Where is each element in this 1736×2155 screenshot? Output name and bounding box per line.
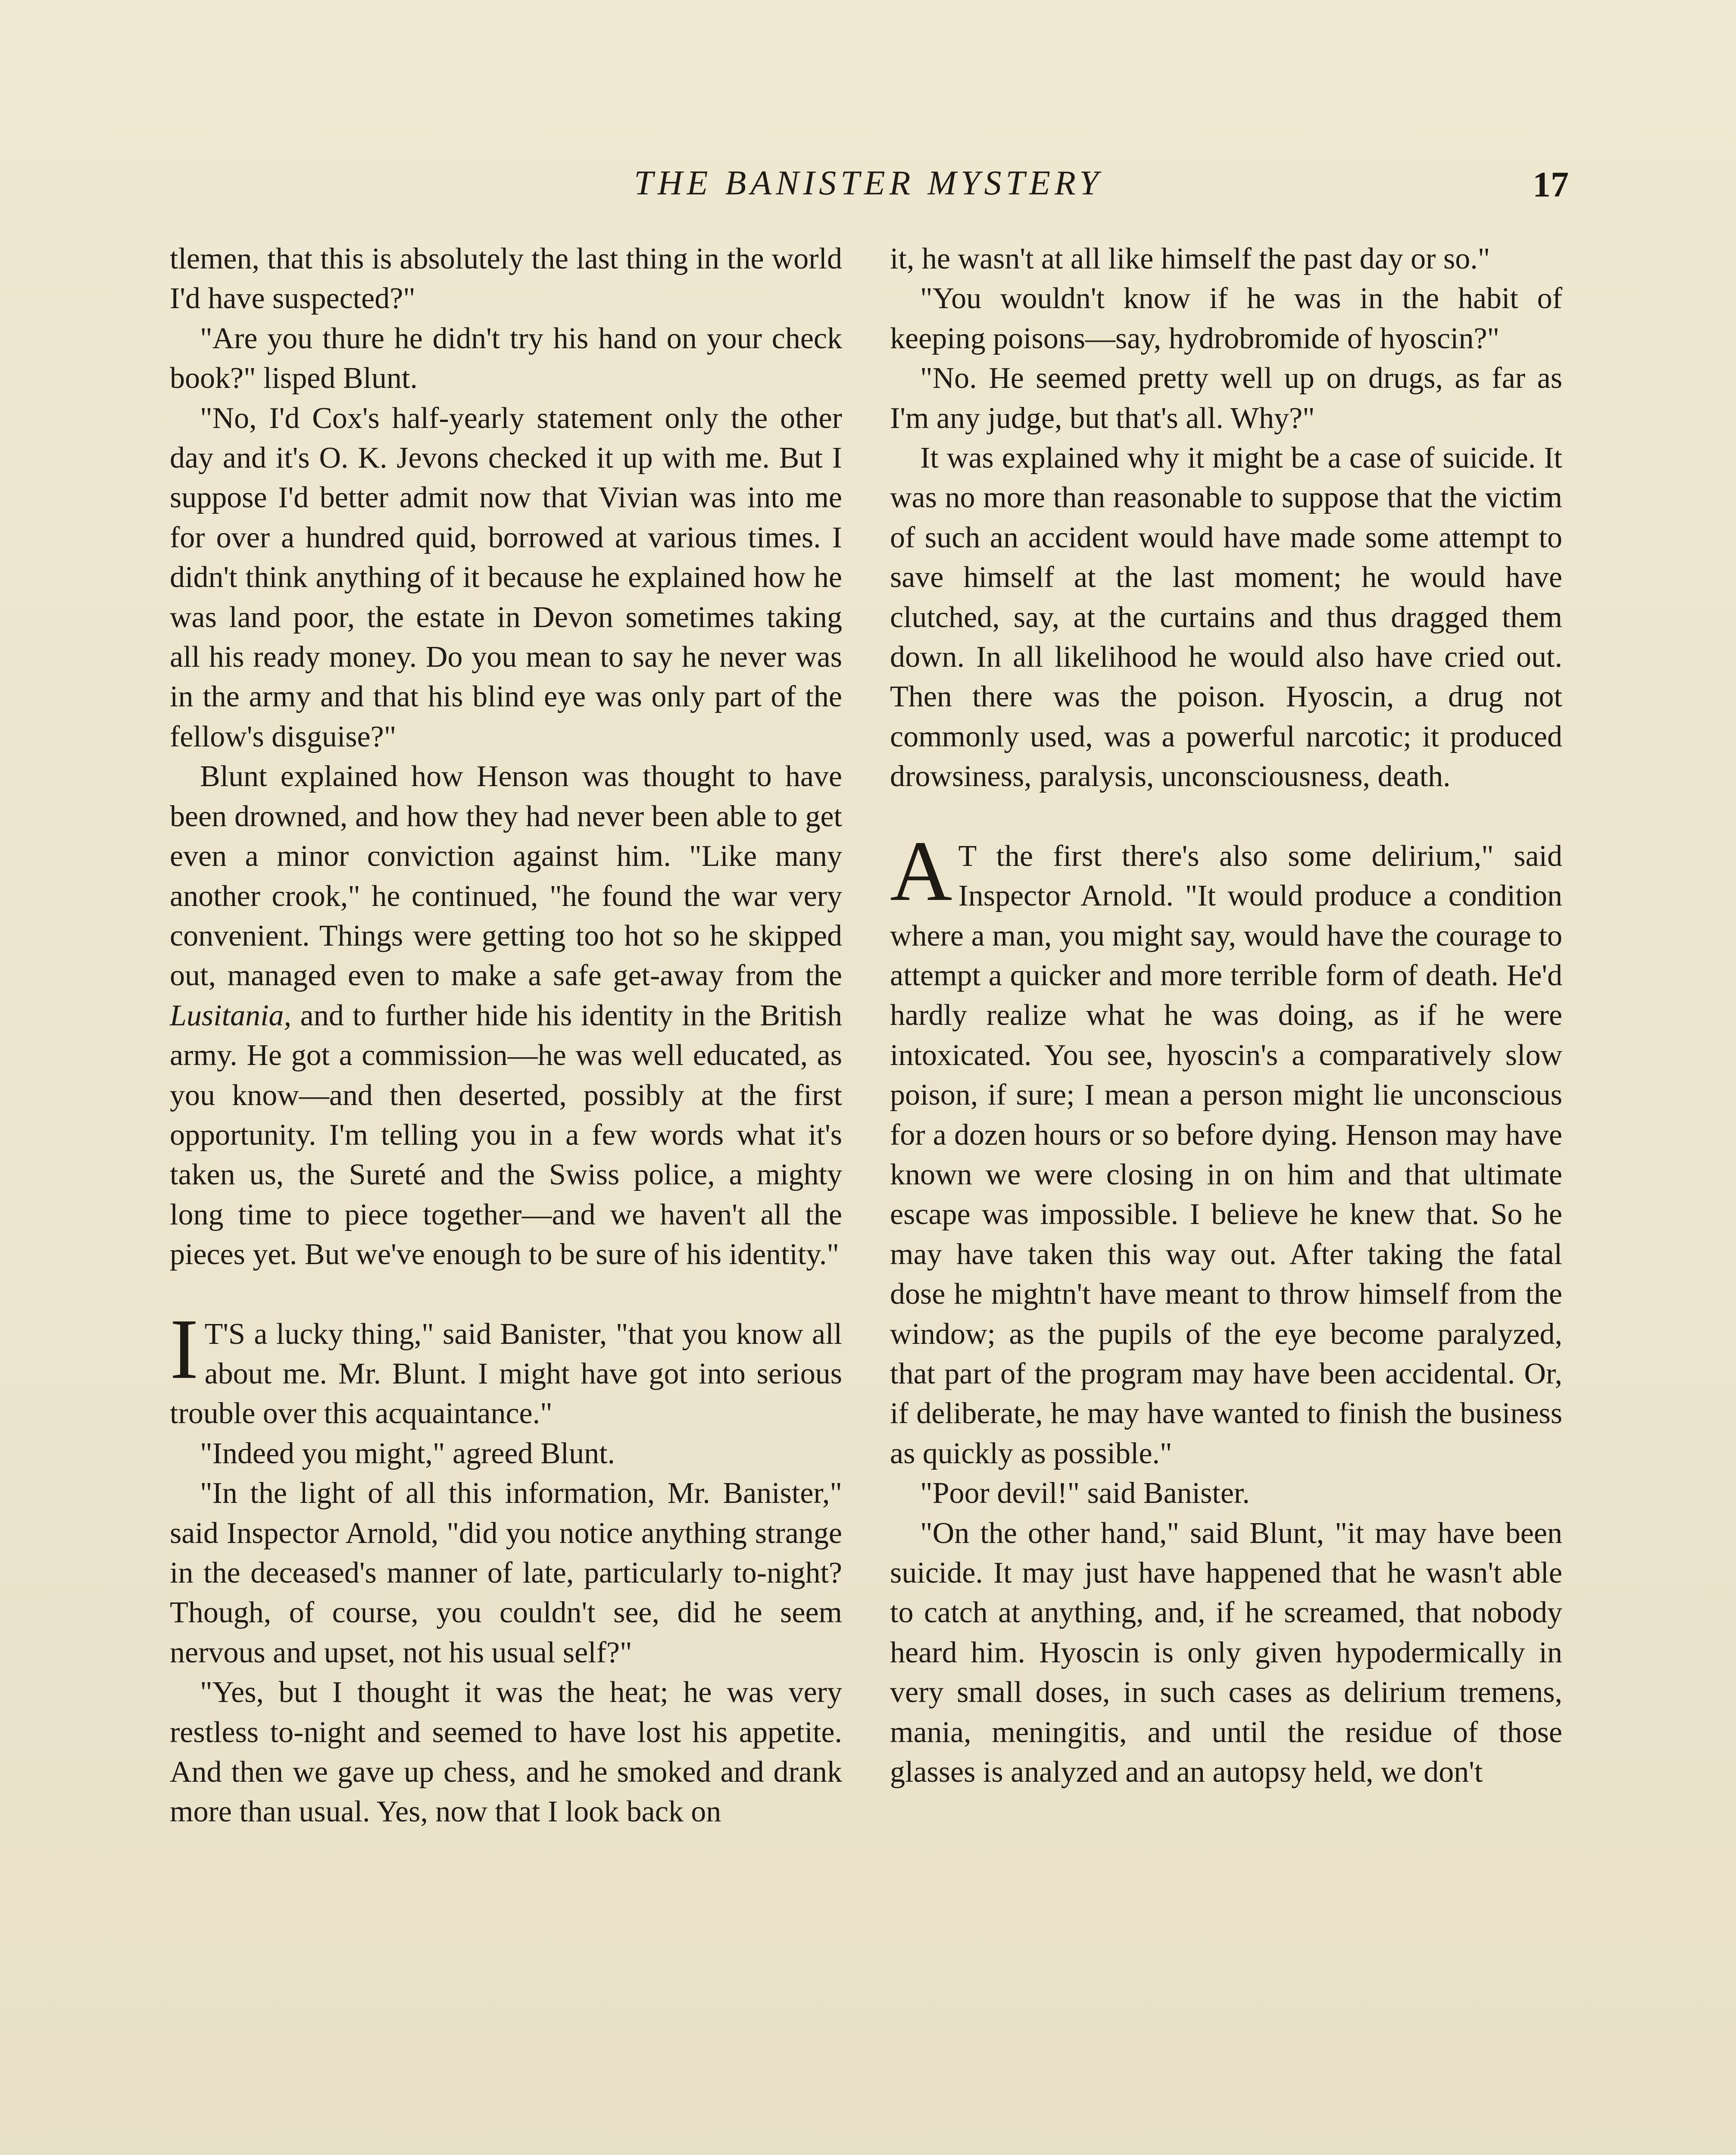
drop-cap: A — [890, 823, 952, 919]
paragraph-text: T'S a lucky thing," said Banister, "that you know all about me. Mr. Blunt. I might have got into serious trouble over this acquaintance." — [170, 1317, 842, 1430]
page-header — [168, 164, 1569, 216]
paragraph: "Yes, but I thought it was the heat; he was very restless to-night and seemed to have lost his appetite. And then we gave up chess, and he smoked and drank more than usual. Yes, now that I look back on — [170, 1676, 842, 1829]
paragraph-text: T the first there's also some delirium," said Inspector Arnold. "It would produce a condition where a man, you might say, would have the courage to attempt a quicker and more terrible form of death. He'd hardly realize what he was doing, as if he were intoxicated. You see, hyoscin's a comparatively slow poison, if sure; I mean a person might lie unconscious for a dozen hours or so before dying. Henson may have known we were closing in on him and that ultimate escape was impossible. I believe he knew that. So he may have taken this way out. After taking the fatal dose he mightn't have meant to throw himself from the window; as the pupils of the eye become paralyzed, that part of the program may have been accidental. Or, if deliberate, he may have wanted to finish the business as quickly as possible." — [890, 839, 1562, 1470]
paragraph: "On the other hand," said Blunt, "it may have been suicide. It may just have happened that he wasn't able to catch at anything, and, if he screamed, that nobody heard him. Hyoscin is only given hypodermically in very small doses, in such cases as delirium tremens, mania, meningitis, and until the residue of those glasses is analyzed and an autopsy held, we don't — [890, 1516, 1562, 1789]
paragraph: tlemen, that this is absolutely the last thing in the world I'd have suspected?" — [170, 242, 842, 315]
right-column — [890, 239, 1562, 1792]
paragraph-text: and to further hide his identity in the British army. He got a commission—he was well educated, as you know—and then deserted, possibly at the first opportunity. I'm telling you in a few words what it's taken us, the Sureté and the Swiss police, a mighty long time to piece together—and we haven't all the pieces yet. But we've enough to be sure of his identity." — [170, 999, 842, 1271]
paragraph: it, he wasn't at all like himself the past day or so." — [890, 242, 1490, 275]
left-column — [170, 239, 842, 1832]
paragraph: "Are you thure he didn't try his hand on your check book?" lisped Blunt. — [170, 322, 842, 395]
drop-cap: I — [170, 1301, 199, 1397]
running-title: THE BANISTER MYSTERY — [634, 164, 1103, 202]
paragraph: "Indeed you might," agreed Blunt. — [200, 1437, 615, 1470]
section-paragraph — [170, 1301, 842, 1434]
paragraph: "You wouldn't know if he was in the habit of keeping poisons—say, hydrobromide of hyoscin?" — [890, 282, 1562, 355]
paragraph-text: Blunt explained how Henson was thought to have been drowned, and how they had never been able to get even a minor conviction against him. "Like many another crook," he continued, "he found the war very convenient. Things were getting too hot so he skipped out, managed even to make a safe get-away from the — [170, 760, 842, 993]
paragraph: "In the light of all this information, Mr. Banister," said Inspector Arnold, "did you notice anything strange in the deceased's manner of late, particularly to-night? Though, of course, you couldn't see, did he seem nervous and upset, not his usual self?" — [170, 1477, 842, 1669]
paragraph — [170, 757, 842, 1274]
paragraph: It was explained why it might be a case of suicide. It was no more than reasonable to suppose that the victim of such an accident would have made some attempt to save himself at the last moment; he would have clutched, say, at the curtains and thus dragged them down. In all likelihood he would also have cried out. Then there was the poison. Hyoscin, a drug not commonly used, was a powerful narcotic; it produced drowsiness, paralysis, unconsciousness, death. — [890, 441, 1562, 793]
paragraph: "No. He seemed pretty well up on drugs, as far as I'm any judge, but that's all. Why?" — [890, 362, 1562, 435]
page-number: 17 — [1533, 165, 1569, 205]
ship-name: Lusitania, — [170, 999, 292, 1032]
section-paragraph — [890, 823, 1562, 1474]
paragraph: "No, I'd Cox's half-yearly statement only the other day and it's O. K. Jevons checked it up with me. But I suppose I'd better admit now that Vivian was into me for over a hundred quid, borrowed at various times. I didn't think anything of it because he explained how he was land poor, the estate in Devon sometimes taking all his ready money. Do you mean to say he never was in the army and that his blind eye was only part of the fellow's disguise?" — [170, 401, 842, 753]
paragraph: "Poor devil!" said Banister. — [920, 1477, 1250, 1510]
